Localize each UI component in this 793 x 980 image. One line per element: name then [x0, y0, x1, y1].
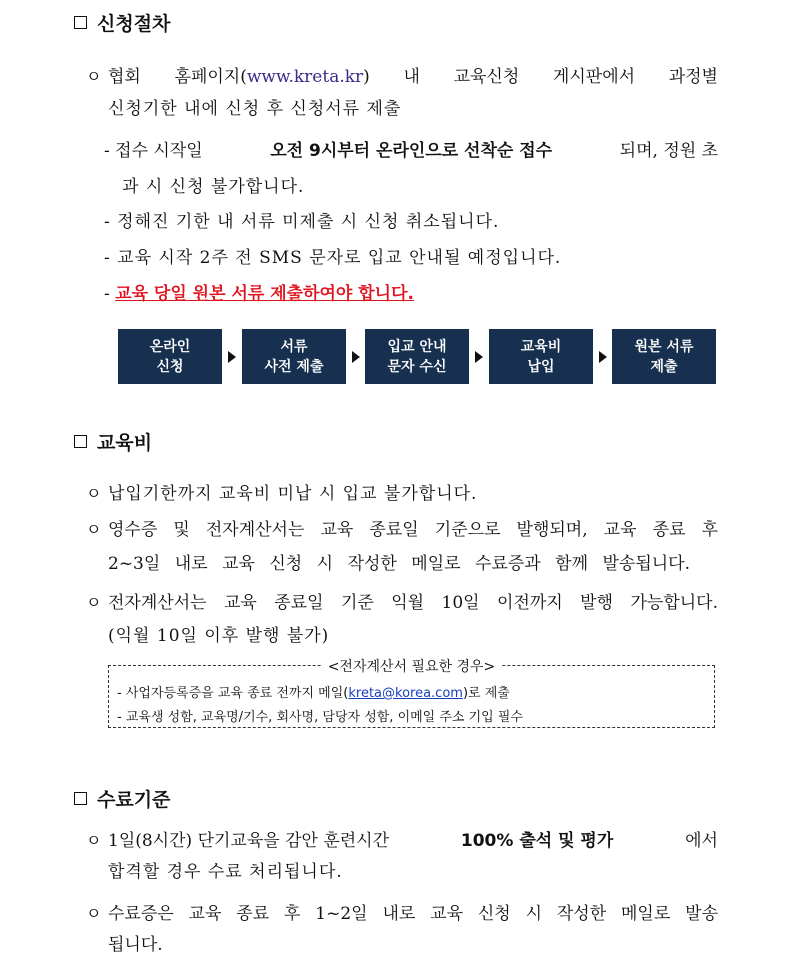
checkbox-square-icon — [74, 435, 87, 448]
fee-item-unpaid: 납입기한까지 교육비 미납 시 입교 불가합니다. — [108, 484, 478, 504]
fee-item-invoice-line-2: (익월 10일 이후 발행 불가) — [108, 626, 330, 646]
note-sms: - 교육 시작 2주 전 SMS 문자로 입교 안내될 예정입니다. — [104, 248, 562, 268]
section-heading-fee: 교육비 — [74, 428, 152, 455]
note-deadline: - 정해진 기한 내 서류 미제출 시 신청 취소됩니다. — [104, 212, 500, 232]
completion-item-attendance: 1일(8시간) 단기교육을 감안 훈련시간 100% 출석 및 평가 에서 — [108, 826, 718, 851]
step-admission-notice: 입교 안내 문자 수신 — [365, 329, 469, 384]
checkbox-square-icon — [74, 792, 87, 805]
bullet-circle-icon: ㅇ — [86, 484, 102, 503]
note-first-come-emphasis: 오전 9시부터 온라인으로 선착순 접수 — [270, 141, 553, 161]
original-docs-warning: 교육 당일 원본 서류 제출하여야 합니다. — [115, 284, 414, 304]
note-first-come-line-2: 과 시 신청 불가합니다. — [122, 177, 305, 197]
arrow-right-icon — [599, 351, 607, 363]
completion-item-attendance-line-2: 합격할 경우 수료 처리됩니다. — [108, 862, 343, 882]
bullet-circle-icon: ㅇ — [86, 67, 102, 86]
completion-item-certificate-line-2: 됩니다. — [108, 935, 163, 955]
fee-item-invoice-line-1: 전자계산서는 교육 종료일 기준 익월 10일 이전까지 발행 가능합니다. — [108, 593, 718, 613]
homepage-link[interactable]: www.kreta.kr — [246, 67, 364, 87]
application-process-flow — [118, 329, 716, 384]
arrow-right-icon — [228, 351, 236, 363]
intro-line-1: 협회 홈페이지(www.kreta.kr) 내 교육신청 게시판에서 과정별 — [108, 67, 718, 87]
invoice-requirements-box — [108, 659, 715, 728]
step-fee-payment: 교육비 납입 — [489, 329, 593, 384]
email-link[interactable]: kreta@korea.com — [348, 686, 463, 701]
note-first-come: - 접수 시작일 오전 9시부터 온라인으로 선착순 접수 되며, 정원 초 — [104, 136, 718, 161]
step-document-submission: 서류 사전 제출 — [242, 329, 346, 384]
arrow-right-icon — [352, 351, 360, 363]
step-original-submission: 원본 서류 제출 — [612, 329, 716, 384]
invoice-box-title: <전자계산서 필요한 경우> — [322, 659, 502, 675]
arrow-right-icon — [475, 351, 483, 363]
section-heading-application: 신청절차 — [74, 9, 170, 36]
intro-line-2: 신청기한 내에 신청 후 신청서류 제출 — [108, 99, 402, 119]
bullet-circle-icon: ㅇ — [86, 831, 102, 850]
fee-item-receipt-line-1: 영수증 및 전자계산서는 교육 종료일 기준으로 발행되며, 교육 종료 후 — [108, 520, 718, 540]
invoice-box-line-2: - 교육생 성함, 교육명/기수, 회사명, 담당자 성함, 이메일 주소 기입 필수 — [117, 710, 523, 725]
step-online-application: 온라인 신청 — [118, 329, 222, 384]
note-original-docs: - 교육 당일 원본 서류 제출하여야 합니다. — [104, 284, 414, 304]
checkbox-square-icon — [74, 16, 87, 29]
bullet-circle-icon: ㅇ — [86, 904, 102, 923]
attendance-emphasis: 100% 출석 및 평가 — [460, 831, 614, 851]
fee-item-receipt-line-2: 2~3일 내로 교육 신청 시 작성한 메일로 수료증과 함께 발송됩니다. — [108, 554, 690, 574]
bullet-circle-icon: ㅇ — [86, 593, 102, 612]
section-heading-completion: 수료기준 — [74, 785, 170, 812]
bullet-circle-icon: ㅇ — [86, 520, 102, 539]
completion-item-certificate-line-1: 수료증은 교육 종료 후 1~2일 내로 교육 신청 시 작성한 메일로 발송 — [108, 904, 718, 924]
invoice-box-line-1: - 사업자등록증을 교육 종료 전까지 메일(kreta@korea.com)로 제출 — [117, 686, 510, 701]
